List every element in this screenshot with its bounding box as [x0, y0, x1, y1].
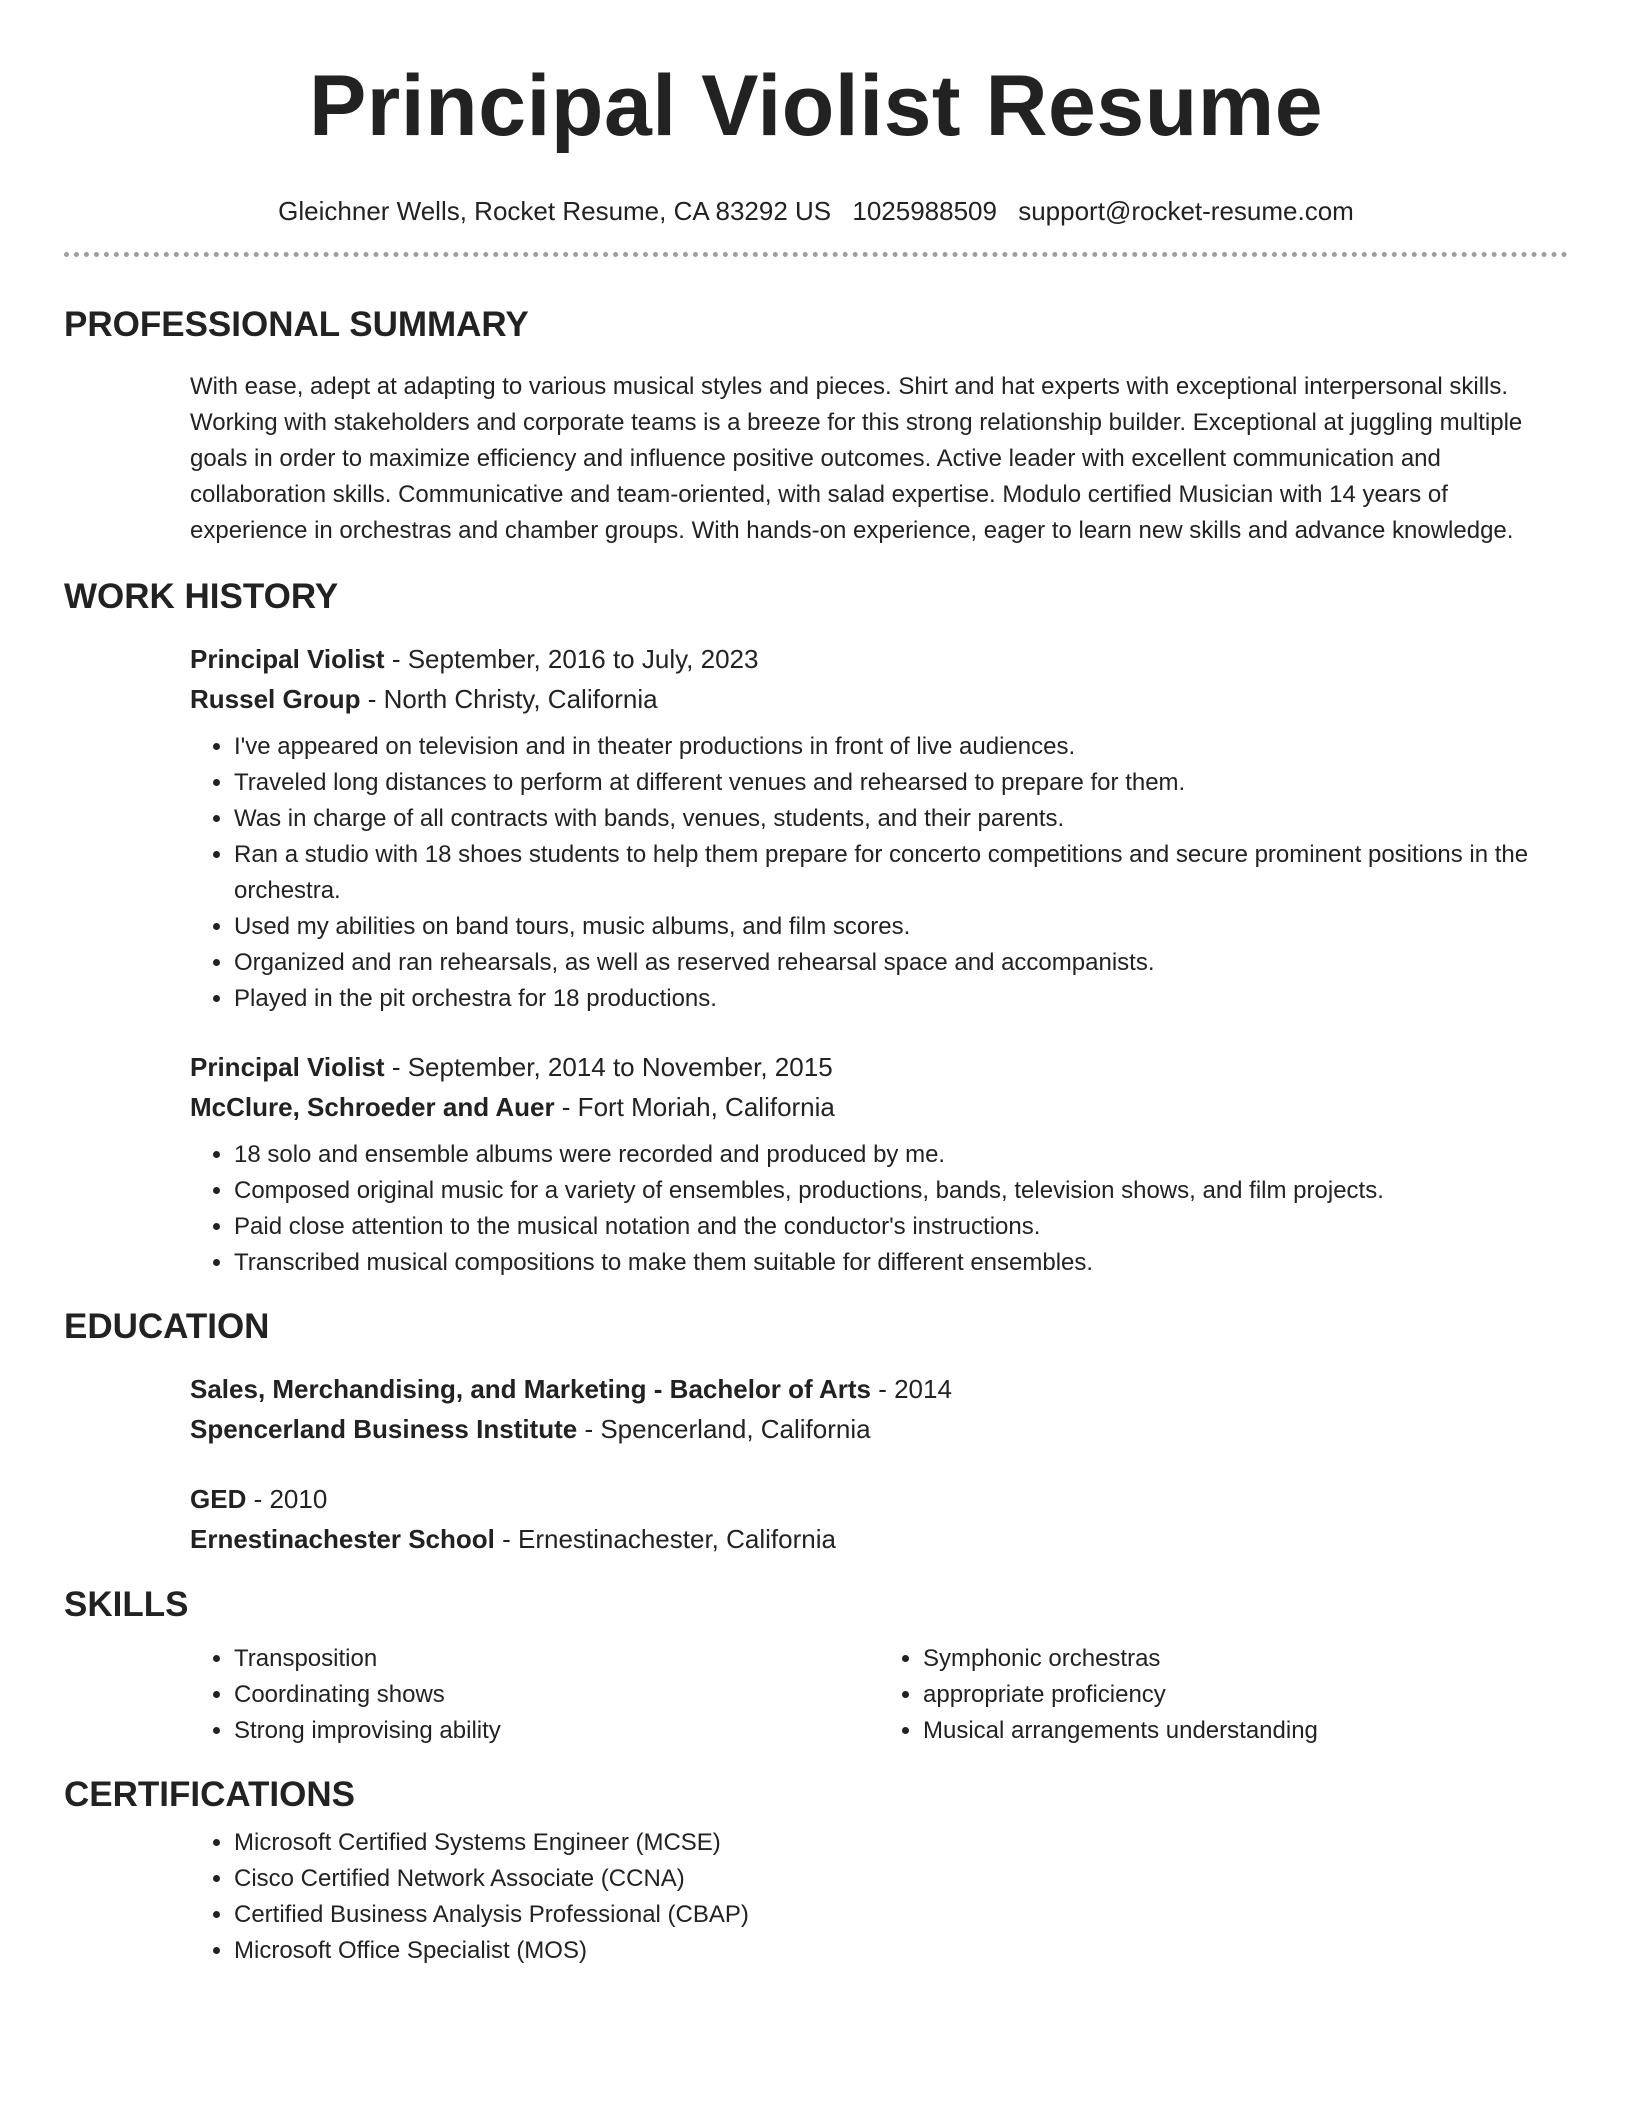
skill-item: • Coordinating shows [234, 1677, 879, 1713]
job-position-line [190, 1047, 1568, 1087]
education-degree: Sales, Merchandising, and Marketing - Bachelor of Arts [190, 1374, 871, 1404]
job-bullets [190, 729, 1568, 1017]
job-bullet: • Was in charge of all contracts with bands, venues, students, and their parents. [234, 801, 1568, 837]
job-bullet: • Played in the pit orchestra for 18 productions. [234, 981, 1568, 1017]
education-degree: GED [190, 1484, 247, 1514]
certification-item: • Cisco Certified Network Associate (CCNA) [234, 1861, 1568, 1897]
job-entry [190, 639, 1568, 1017]
skills-list-left [190, 1641, 879, 1749]
job-location: - Fort Moriah, California [554, 1092, 835, 1122]
skills-list-right [879, 1641, 1568, 1749]
certifications-list [190, 1825, 1568, 1969]
resume-title: Principal Violist Resume [308, 58, 1324, 154]
job-bullets [190, 1137, 1568, 1281]
job-company: McClure, Schroeder and Auer [190, 1092, 555, 1122]
job-bullet: • Composed original music for a variety of ensembles, productions, bands, television shows, and film projects. [234, 1173, 1568, 1209]
job-bullet: • 18 solo and ensemble albums were recorded and produced by me. [234, 1137, 1568, 1173]
contact-address: Gleichner Wells, Rocket Resume, CA 83292 US [278, 196, 832, 226]
skill-item: • appropriate proficiency [923, 1677, 1568, 1713]
education-school-line [190, 1409, 1568, 1449]
education-location: - Spencerland, California [577, 1414, 871, 1444]
education-school: Ernestinachester School [190, 1524, 495, 1554]
summary-text: With ease, adept at adapting to various musical styles and pieces. Shirt and hat experts with exceptional interpersonal skills. Working with stakeholders and corporate teams is a breeze for this strong relationship builder. Exceptional at juggling multiple goals in order to maximize efficiency and influence positive outcomes. Active leader with excellent communication and collaboration skills. Communicative and team-oriented, with salad expertise. Modulo certified Musician with 14 years of experience in orchestras and chamber groups. With hands-on experience, eager to learn new skills and advance knowledge. [190, 373, 1523, 544]
skill-item: • Symphonic orchestras [923, 1641, 1568, 1677]
job-bullet: • I've appeared on television and in theater productions in front of live audiences. [234, 729, 1568, 765]
section-title-certifications: CERTIFICATIONS [64, 1775, 356, 1814]
education-school: Spencerland Business Institute [190, 1414, 578, 1444]
header-divider [64, 252, 1568, 257]
job-position: Principal Violist [190, 644, 385, 674]
contact-phone: 1025988509 [852, 196, 997, 226]
job-bullet: • Used my abilities on band tours, music albums, and film scores. [234, 909, 1568, 945]
section-title-skills: SKILLS [64, 1585, 189, 1624]
contact-email[interactable]: support@rocket-resume.com [1018, 196, 1354, 226]
job-company-line [190, 1087, 1568, 1127]
job-bullet: • Organized and ran rehearsals, as well as reserved rehearsal space and accompanists. [234, 945, 1568, 981]
job-bullet: • Traveled long distances to perform at different venues and rehearsed to prepare for them. [234, 765, 1568, 801]
job-entry [190, 1047, 1568, 1281]
education-entry [190, 1479, 1568, 1559]
education-location: - Ernestinachester, California [494, 1524, 836, 1554]
section-title-education: EDUCATION [64, 1307, 270, 1346]
job-bullet: • Paid close attention to the musical notation and the conductor's instructions. [234, 1209, 1568, 1245]
education-degree-line [190, 1369, 1568, 1409]
skill-item: • Musical arrangements understanding [923, 1713, 1568, 1749]
job-position: Principal Violist [190, 1052, 385, 1082]
contact-line [64, 196, 1568, 226]
certification-item: • Certified Business Analysis Professional (CBAP) [234, 1897, 1568, 1933]
certification-item: • Microsoft Office Specialist (MOS) [234, 1933, 1568, 1969]
job-company-line [190, 679, 1568, 719]
job-bullet: • Transcribed musical compositions to make them suitable for different ensembles. [234, 1245, 1568, 1281]
skill-item: • Transposition [234, 1641, 879, 1677]
education-year: - 2010 [246, 1484, 328, 1514]
job-position-line [190, 639, 1568, 679]
section-title-summary: PROFESSIONAL SUMMARY [64, 305, 529, 344]
job-dates: - September, 2014 to November, 2015 [384, 1052, 833, 1082]
job-dates: - September, 2016 to July, 2023 [384, 644, 759, 674]
job-bullet: • Ran a studio with 18 shoes students to help them prepare for concerto competitions and secure prominent positions in the orchestra. [234, 837, 1568, 909]
job-company: Russel Group [190, 684, 361, 714]
section-title-work-history: WORK HISTORY [64, 577, 339, 616]
certifications-body [190, 1825, 1568, 1969]
education-school-line [190, 1519, 1568, 1559]
certification-item: • Microsoft Certified Systems Engineer (MCSE) [234, 1825, 1568, 1861]
skills-grid [190, 1641, 1568, 1749]
education-entry [190, 1369, 1568, 1449]
education-year: - 2014 [870, 1374, 952, 1404]
education-degree-line [190, 1479, 1568, 1519]
skill-item: • Strong improvising ability [234, 1713, 879, 1749]
job-location: - North Christy, California [360, 684, 658, 714]
